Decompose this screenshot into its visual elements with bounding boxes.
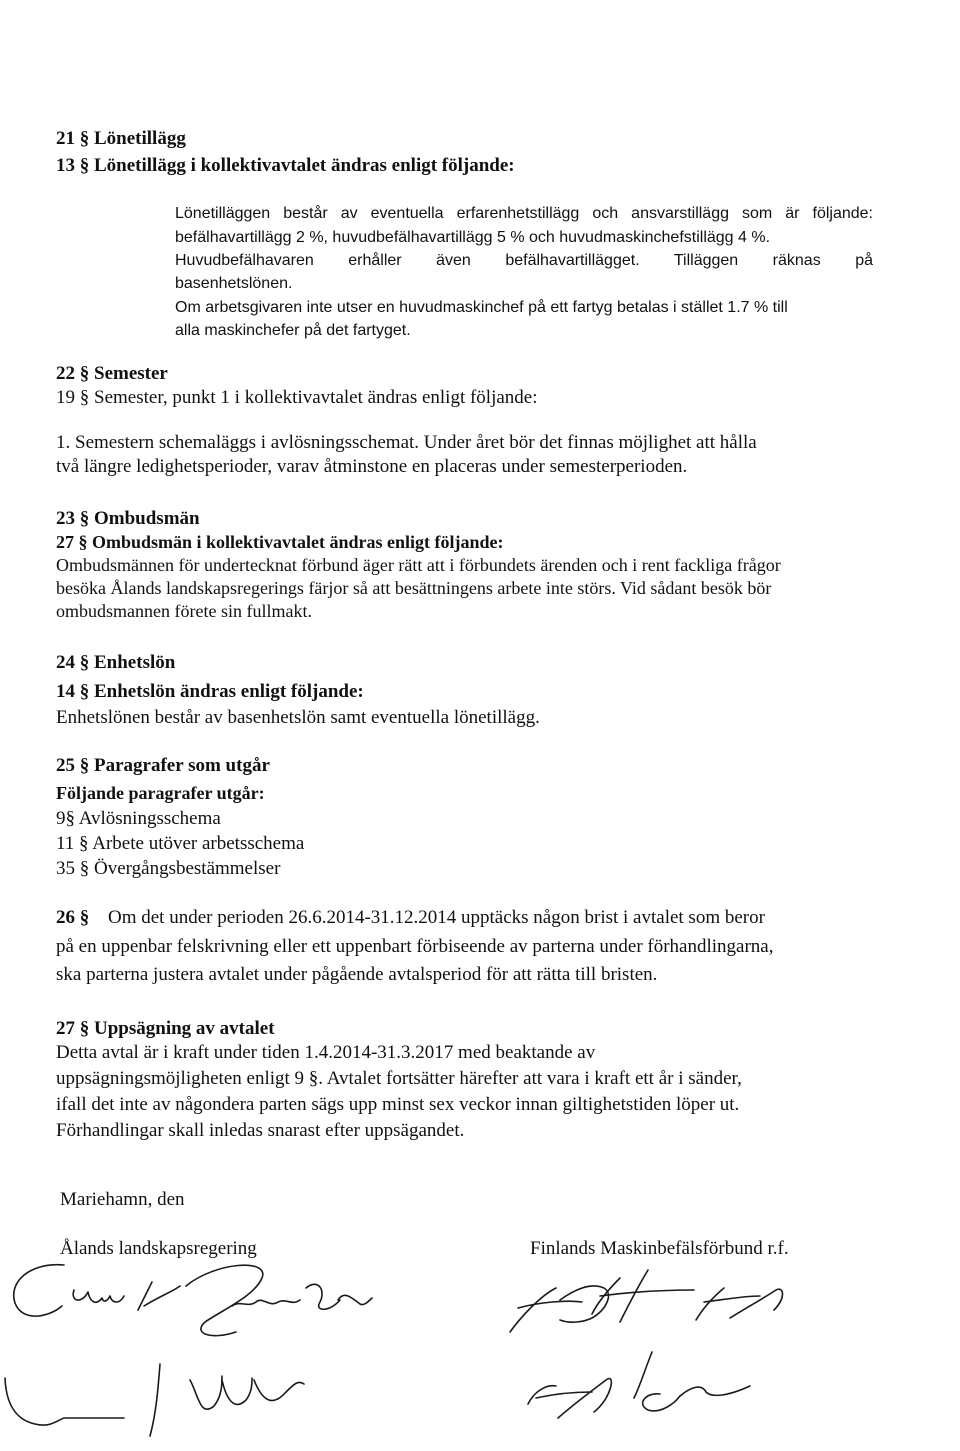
s25-item-2: 11 § Arbete utöver arbetsschema: [56, 833, 305, 854]
s26-line-3: ska parterna justera avtalet under pågående avtalsperiod för att rätta till bristen.: [56, 964, 658, 985]
s21-line-5: Om arbetsgivaren inte utser en huvudmaskinchef på ett fartyg betalas i stället 1.7 % till: [175, 299, 788, 316]
section-24-heading: 24 § Enhetslön: [56, 652, 176, 673]
s22-line-2: två längre ledighetsperioder, varav åtminstone en placeras under semesterperioden.: [56, 456, 688, 477]
party-right-label: Finlands Maskinbefälsförbund r.f.: [530, 1238, 789, 1259]
s27-line-1: Detta avtal är i kraft under tiden 1.4.2014-31.3.2017 med beaktande av: [56, 1042, 596, 1063]
s21-line-3: Huvudbefälhavaren erhåller även befälhavartillägget. Tilläggen räknas på: [175, 252, 873, 269]
section-23-heading: 23 § Ombudsmän: [56, 508, 200, 529]
s24-line-1: Enhetslönen består av basenhetslön samt eventuella lönetillägg.: [56, 707, 540, 728]
s21-line-6: alla maskinchefer på det fartyget.: [175, 322, 411, 339]
s23-line-1: Ombudsmännen för undertecknat förbund äger rätt att i förbundets ärenden och i rent fackliga frågor: [56, 555, 781, 575]
s27-line-4: Förhandlingar skall inledas snarast efter uppsägandet.: [56, 1120, 465, 1141]
section-25-heading: 25 § Paragrafer som utgår: [56, 755, 270, 776]
s27-line-2: uppsägningsmöjligheten enligt 9 §. Avtalet fortsätter härefter att vara i kraft ett år i sänder,: [56, 1068, 742, 1089]
section-21-heading: 21 § Lönetillägg: [56, 128, 186, 149]
section-22-heading: 22 § Semester: [56, 363, 168, 384]
section-24-subheading: 14 § Enhetslön ändras enligt följande:: [56, 681, 364, 702]
s22-line-1: 1. Semestern schemaläggs i avlösningsschemat. Under året bör det finnas möjlighet att hålla: [56, 432, 757, 453]
party-left-label: Ålands landskapsregering: [60, 1238, 257, 1259]
section-21-subheading: 13 § Lönetillägg i kollektivavtalet ändras enligt följande:: [56, 155, 515, 176]
closing-place: Mariehamn, den: [60, 1189, 185, 1210]
s23-line-3: ombudsmannen förete sin fullmakt.: [56, 601, 312, 621]
s21-line-1: Lönetilläggen består av eventuella erfarenhetstillägg och ansvarstillägg som är följande:: [175, 205, 873, 222]
section-23-subheading: 27 § Ombudsmän i kollektivavtalet ändras enligt följande:: [56, 532, 504, 552]
s21-line-2: befälhavartillägg 2 %, huvudbefälhavartillägg 5 % och huvudmaskinchefstillägg 4 %.: [175, 229, 771, 246]
s26-line-1: Om det under perioden 26.6.2014-31.12.2014 upptäcks någon brist i avtalet som beror: [108, 907, 765, 928]
s25-item-3: 35 § Övergångsbestämmelser: [56, 858, 281, 879]
s26-line-2: på en uppenbar felskrivning eller ett uppenbart förbiseende av parterna under förhandlingarna,: [56, 936, 774, 957]
section-27-heading: 27 § Uppsägning av avtalet: [56, 1018, 275, 1039]
section-25-subheading: Följande paragrafer utgår:: [56, 783, 265, 803]
s25-item-1: 9§ Avlösningsschema: [56, 808, 221, 829]
section-22-subheading: 19 § Semester, punkt 1 i kollektivavtalet ändras enligt följande:: [56, 387, 538, 408]
s27-line-3: ifall det inte av någondera parten sägs upp minst sex veckor innan giltighetstiden löper ut.: [56, 1094, 740, 1115]
section-26-number: 26 §: [56, 907, 90, 928]
s21-line-4: basenhetslönen.: [175, 275, 293, 292]
s23-line-2: besöka Ålands landskapsregerings färjor så att besättningens arbete inte störs. Vid sådant besök bör: [56, 578, 772, 598]
